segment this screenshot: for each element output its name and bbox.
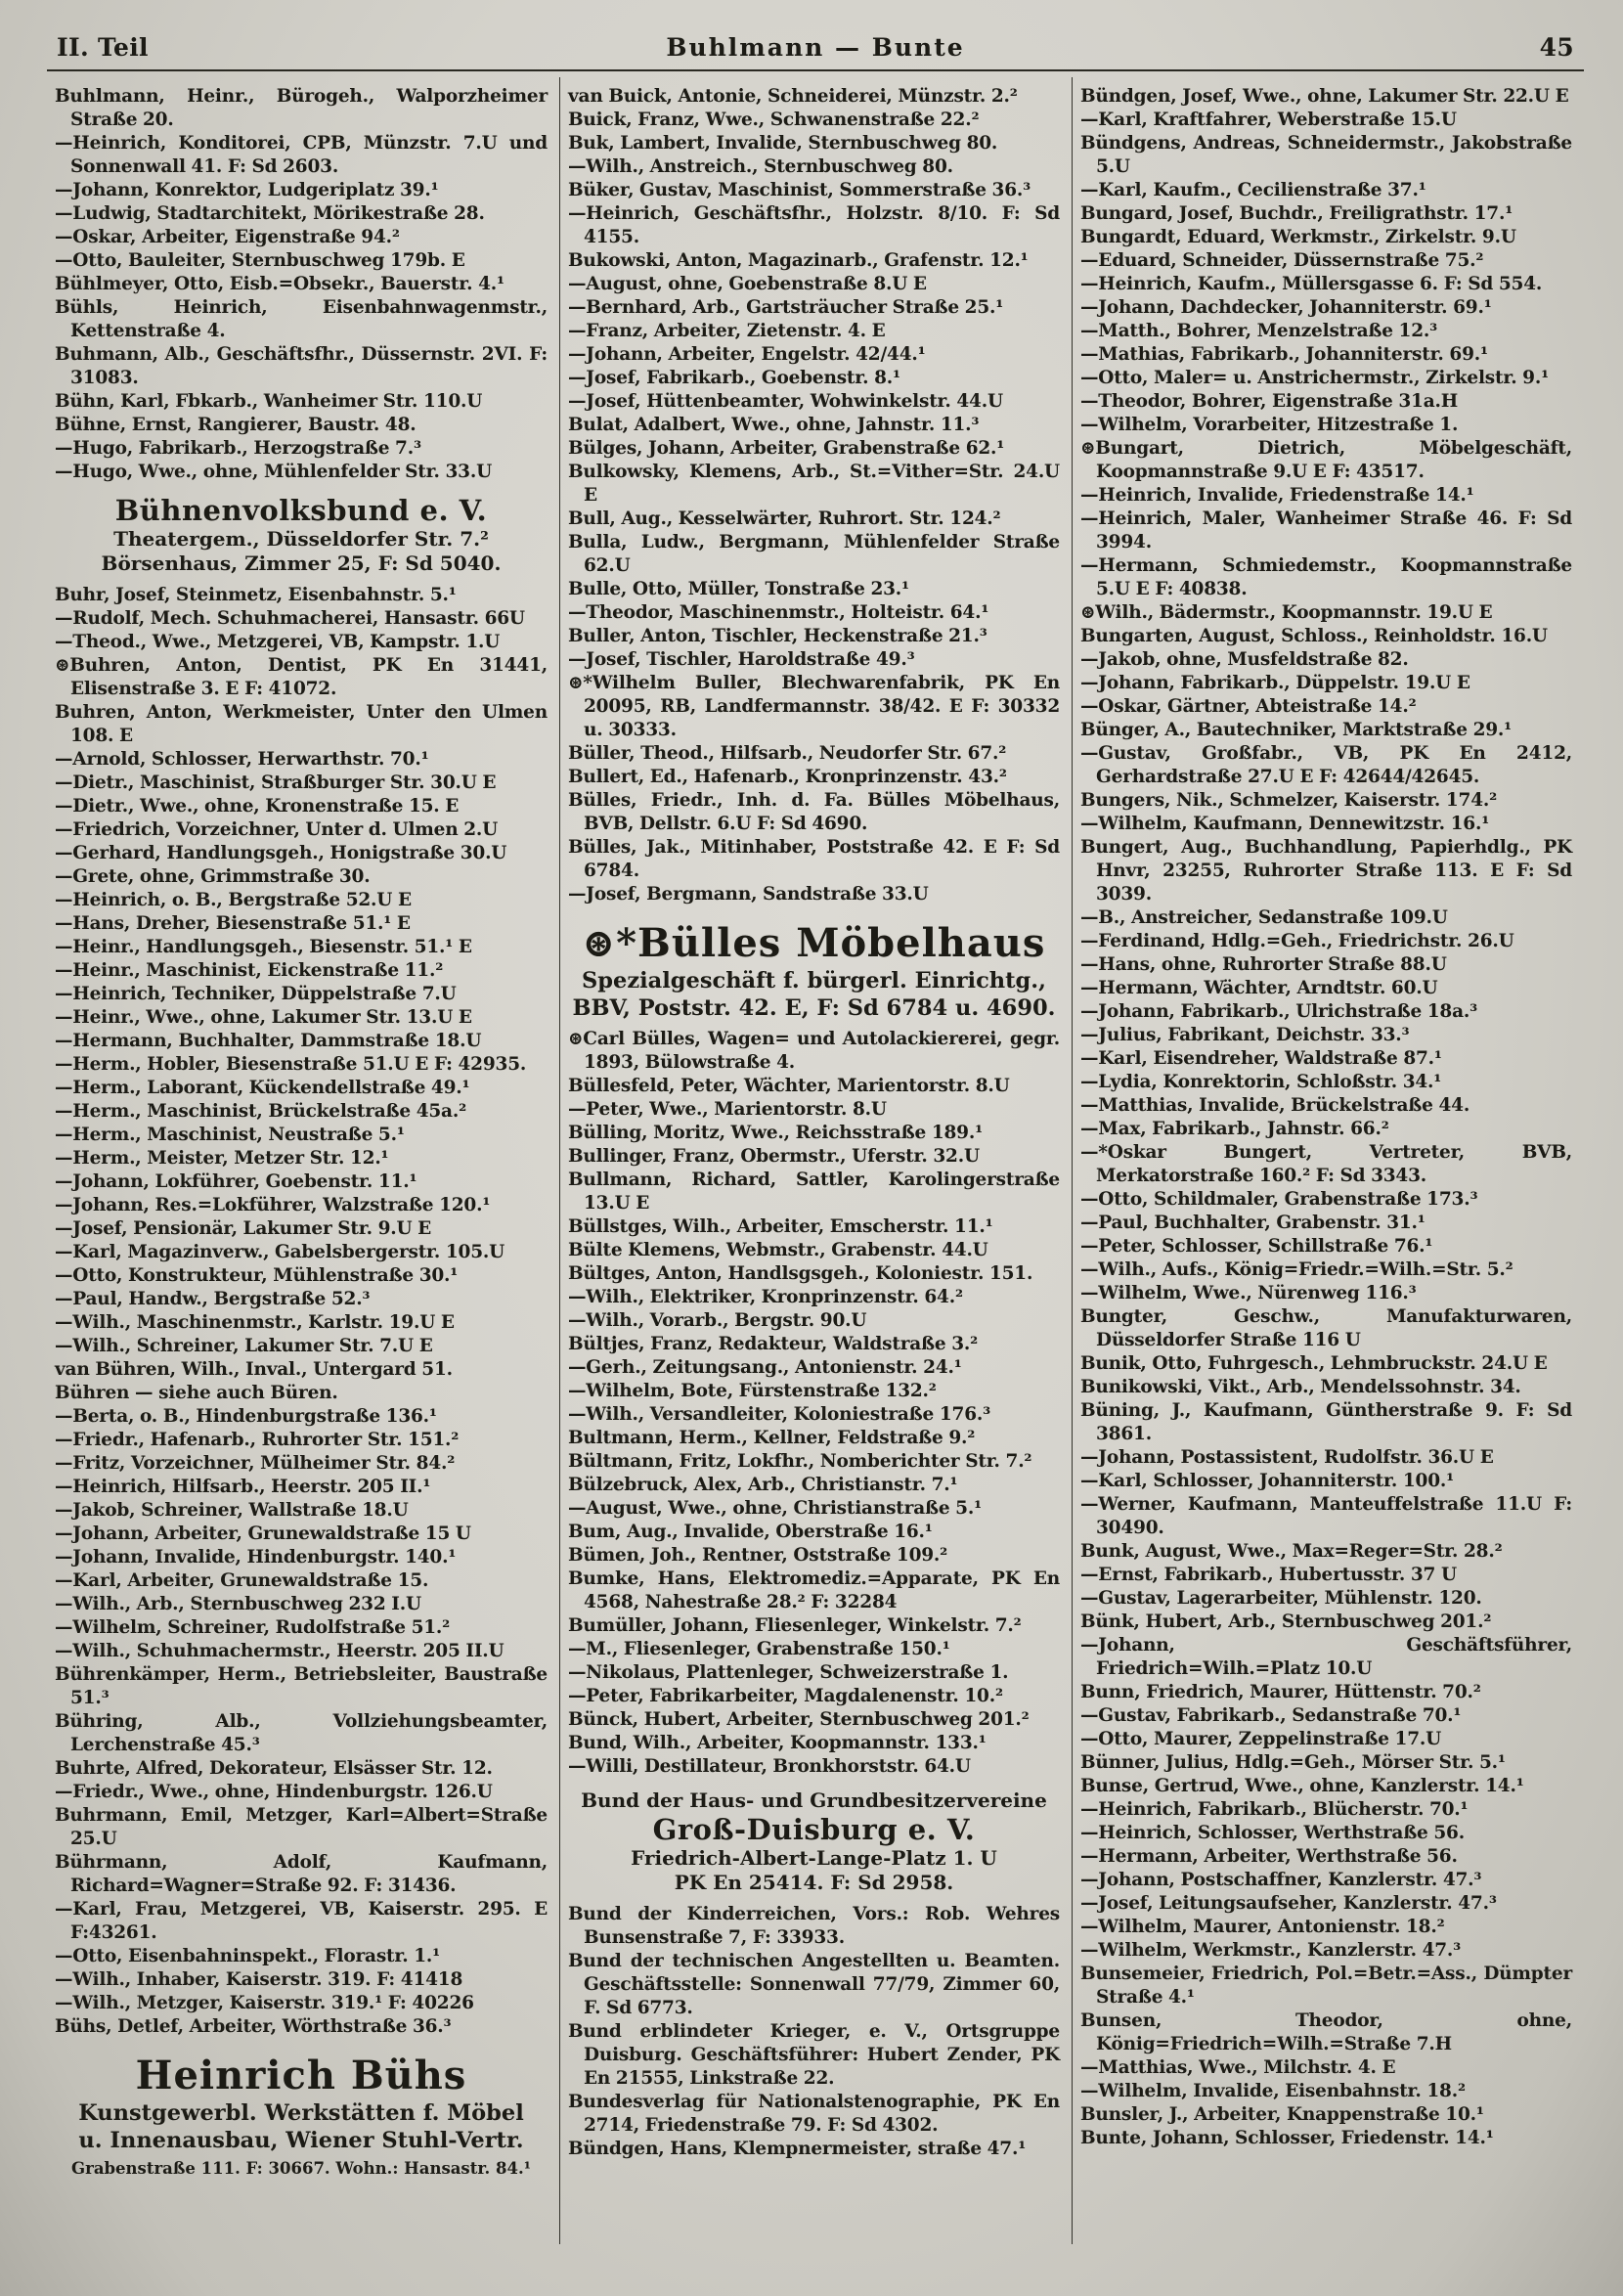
directory-entry: Bungard, Josef, Buchdr., Freiligrathstr. 17.¹ bbox=[1080, 203, 1513, 224]
heading-line: Kunstgewerbl. Werkstätten f. Möbel bbox=[78, 2100, 524, 2126]
directory-entry: —Gustav, Fabrikarb., Sedanstraße 70.¹ bbox=[1080, 1705, 1462, 1726]
heading-line: PK En 25414. F: Sd 2958. bbox=[674, 1871, 954, 1894]
directory-entry: —Wilhelm, Vorarbeiter, Hitzestraße 1. bbox=[1080, 415, 1459, 435]
directory-entry: Buhlmann, Heinr., Bürogeh., Walporzheimer Straße 20. bbox=[55, 86, 548, 130]
directory-entry: Buick, Franz, Wwe., Schwanenstraße 22.² bbox=[568, 110, 980, 130]
directory-entry: Bull, Aug., Kesselwärter, Ruhrort. Str. 124.² bbox=[568, 508, 1001, 529]
directory-entry: —Berta, o. B., Hindenburgstraße 136.¹ bbox=[55, 1406, 437, 1427]
directory-entry: Bungardt, Eduard, Werkmstr., Zirkelstr. 9.U bbox=[1080, 227, 1516, 247]
directory-entry: —Peter, Wwe., Marientorstr. 8.U bbox=[568, 1099, 887, 1120]
directory-entry: —Karl, Kraftfahrer, Weberstraße 15.U bbox=[1080, 110, 1457, 130]
directory-entry: —Gustav, Großfabr., VB, PK En 2412, Gerhardstraße 27.U E F: 42644/42645. bbox=[1080, 743, 1572, 787]
directory-entry: —Oskar, Arbeiter, Eigenstraße 94.² bbox=[55, 227, 400, 247]
heading-line: BBV, Poststr. 42. E, F: Sd 6784 u. 4690. bbox=[572, 995, 1056, 1021]
directory-entry: —Mathias, Fabrikarb., Johanniterstr. 69.¹ bbox=[1080, 344, 1488, 365]
directory-entry: Bultmann, Herm., Kellner, Feldstraße 9.² bbox=[568, 1428, 976, 1448]
directory-entry: —Johann, Arbeiter, Grunewaldstraße 15 U bbox=[55, 1523, 471, 1544]
section-heading bbox=[568, 1788, 1060, 1895]
directory-entry: —Paul, Buchhalter, Grabenstr. 31.¹ bbox=[1080, 1213, 1426, 1233]
directory-entry: Bullmann, Richard, Sattler, Karolingerstraße 13.U E bbox=[568, 1170, 1060, 1214]
heading-line: Heinrich Bühs bbox=[135, 2053, 467, 2098]
directory-entry: Bund der Kinderreichen, Vors.: Rob. Wehres Bunsenstraße 7, F: 33933. bbox=[568, 1904, 1060, 1948]
directory-entry: —Hans, Dreher, Biesenstraße 51.¹ E bbox=[55, 913, 411, 934]
directory-entry: —Wilhelm, Kaufmann, Dennewitzstr. 16.¹ bbox=[1080, 814, 1490, 834]
directory-entry: —Dietr., Wwe., ohne, Kronenstraße 15. E bbox=[55, 796, 460, 817]
directory-entry: —Wilh., Inhaber, Kaiserstr. 319. F: 41418 bbox=[55, 1969, 463, 1990]
directory-entry: ⊛Wilh., Bädermstr., Koopmannstr. 19.U E bbox=[1080, 602, 1493, 623]
directory-entry: —Heinrich, Hilfsarb., Heerstr. 205 II.¹ bbox=[55, 1477, 431, 1497]
page-header bbox=[47, 33, 1584, 71]
directory-entry: —Rudolf, Mech. Schuhmacherei, Hansastr. 66U bbox=[55, 608, 525, 629]
directory-entry: Buller, Anton, Tischler, Heckenstraße 21.³ bbox=[568, 626, 987, 646]
directory-entry: Buhr, Josef, Steinmetz, Eisenbahnstr. 5.¹ bbox=[55, 585, 457, 605]
directory-entry: Bund, Wilh., Arbeiter, Koopmannstr. 133.¹ bbox=[568, 1733, 987, 1753]
directory-entry: —Julius, Fabrikant, Deichstr. 33.³ bbox=[1080, 1025, 1410, 1045]
directory-entry: Bunk, August, Wwe., Max=Reger=Str. 28.² bbox=[1080, 1541, 1503, 1562]
directory-entry: —Wilh., Schreiner, Lakumer Str. 7.U E bbox=[55, 1336, 433, 1356]
directory-entry: Bungter, Geschw., Manufakturwaren, Düsseldorfer Straße 116 U bbox=[1080, 1306, 1572, 1350]
directory-entry: —Grete, ohne, Grimmstraße 30. bbox=[55, 866, 371, 887]
directory-entry: —B., Anstreicher, Sedanstraße 109.U bbox=[1080, 907, 1448, 928]
directory-entry: —Wilh., Schuhmachermstr., Heerstr. 205 II.U bbox=[55, 1641, 504, 1661]
directory-entry: Bülges, Johann, Arbeiter, Grabenstraße 62.¹ bbox=[568, 438, 1005, 459]
directory-entry: Büning, J., Kaufmann, Güntherstraße 9. F: Sd 3861. bbox=[1080, 1400, 1572, 1444]
directory-entry: Buhmann, Alb., Geschäftsfhr., Düssernstr. 2VI. F: 31083. bbox=[55, 344, 548, 388]
directory-entry: —Otto, Maurer, Zeppelinstraße 17.U bbox=[1080, 1729, 1442, 1749]
directory-entry: —Heinrich, Fabrikarb., Blücherstr. 70.¹ bbox=[1080, 1799, 1469, 1820]
directory-entry: —Otto, Schildmaler, Grabenstraße 173.³ bbox=[1080, 1189, 1478, 1210]
directory-entry: Büller, Theod., Hilfsarb., Neudorfer Str. 67.² bbox=[568, 743, 1007, 764]
directory-entry: —Herm., Laborant, Kückendellstraße 49.¹ bbox=[55, 1078, 470, 1098]
directory-entry: —Heinr., Maschinist, Eickenstraße 11.² bbox=[55, 960, 444, 981]
directory-entry: —Arnold, Schlosser, Herwarthstr. 70.¹ bbox=[55, 749, 429, 770]
directory-entry: —Heinrich, Techniker, Düppelstraße 7.U bbox=[55, 984, 457, 1004]
directory-entry: —Josef, Pensionär, Lakumer Str. 9.U E bbox=[55, 1218, 432, 1239]
directory-entry: Bundesverlag für Nationalstenographie, PK En 2714, Friedenstraße 79. F: Sd 4302. bbox=[568, 2092, 1060, 2136]
directory-entry: —Jakob, Schreiner, Wallstraße 18.U bbox=[55, 1500, 409, 1521]
directory-entry: —Josef, Tischler, Haroldstraße 49.³ bbox=[568, 649, 915, 670]
directory-entry: Bund der technischen Angestellten u. Beamten. Geschäftsstelle: Sonnenwall 77/79, Zimmer 60, F. Sd 6773. bbox=[568, 1951, 1060, 2018]
directory-entry: Bullert, Ed., Hafenarb., Kronprinzenstr. 43.² bbox=[568, 767, 1007, 787]
directory-entry: Bumüller, Johann, Fliesenleger, Winkelstr. 7.² bbox=[568, 1615, 1022, 1636]
directory-entry: —Hugo, Fabrikarb., Herzogstraße 7.³ bbox=[55, 438, 421, 459]
directory-entry: Bunikowski, Vikt., Arb., Mendelssohnstr. 34. bbox=[1080, 1377, 1521, 1397]
directory-entry: Bünck, Hubert, Arbeiter, Sternbuschweg 201.² bbox=[568, 1709, 1030, 1730]
directory-entry: Bühren — siehe auch Büren. bbox=[55, 1383, 338, 1403]
directory-entry: Büllesfeld, Peter, Wächter, Marientorstr. 8.U bbox=[568, 1076, 1010, 1096]
directory-entry: Bunse, Gertrud, Wwe., ohne, Kanzlerstr. 14.¹ bbox=[1080, 1776, 1524, 1796]
directory-entry: —Friedr., Hafenarb., Ruhrorter Str. 151.² bbox=[55, 1430, 460, 1450]
directory-entry: —Johann, Arbeiter, Engelstr. 42/44.¹ bbox=[568, 344, 926, 365]
column-1 bbox=[47, 77, 559, 2244]
directory-entry: —Gustav, Lagerarbeiter, Mühlenstr. 120. bbox=[1080, 1588, 1482, 1609]
directory-entry: van Buick, Antonie, Schneiderei, Münzstr. 2.² bbox=[568, 86, 1018, 107]
directory-entry: —Heinrich, Invalide, Friedenstraße 14.¹ bbox=[1080, 485, 1474, 506]
directory-entry: —Theod., Wwe., Metzgerei, VB, Kampstr. 1.U bbox=[55, 632, 501, 652]
directory-entry: —Peter, Schlosser, Schillstraße 76.¹ bbox=[1080, 1236, 1433, 1257]
directory-entry: —Johann, Postassistent, Rudolfstr. 36.U E bbox=[1080, 1447, 1494, 1468]
directory-entry: Bulle, Otto, Müller, Tonstraße 23.¹ bbox=[568, 579, 909, 599]
directory-entry: Bund erblindeter Krieger, e. V., Ortsgruppe Duisburg. Geschäftsführer: Hubert Zender, PK En 21555, Linkstraße 22. bbox=[568, 2021, 1060, 2089]
part-label: II. Teil bbox=[57, 33, 149, 62]
heading-line: Groß-Duisburg e. V. bbox=[652, 1813, 976, 1846]
heading-line: Friedrich-Albert-Lange-Platz 1. U bbox=[631, 1846, 997, 1870]
directory-entry: —Hermann, Arbeiter, Werthstraße 56. bbox=[1080, 1846, 1458, 1867]
directory-entry: Bum, Aug., Invalide, Oberstraße 16.¹ bbox=[568, 1522, 933, 1542]
directory-entry: —Ferdinand, Hdlg.=Geh., Friedrichstr. 26.U bbox=[1080, 931, 1514, 951]
directory-entry: —Nikolaus, Plattenleger, Schweizerstraße 1. bbox=[568, 1662, 1009, 1683]
directory-entry: Buhrte, Alfred, Dekorateur, Elsässer Str. 12. bbox=[55, 1758, 493, 1779]
directory-entry: —Heinrich, o. B., Bergstraße 52.U E bbox=[55, 890, 412, 910]
directory-entry: —Wilh., Arb., Sternbuschweg 232 I.U bbox=[55, 1594, 421, 1614]
directory-entry: —Wilhelm, Bote, Fürstenstraße 132.² bbox=[568, 1381, 937, 1401]
directory-entry: van Bühren, Wilh., Inval., Untergard 51. bbox=[55, 1359, 453, 1380]
directory-entry: —Heinrich, Schlosser, Werthstraße 56. bbox=[1080, 1823, 1465, 1843]
directory-entry: —Oskar, Gärtner, Abteistraße 14.² bbox=[1080, 696, 1417, 717]
directory-entry: Bunte, Johann, Schlosser, Friedenstr. 14.¹ bbox=[1080, 2128, 1494, 2148]
directory-entry: —Karl, Frau, Metzgerei, VB, Kaiserstr. 295. E F:43261. bbox=[55, 1899, 548, 1943]
directory-entry: Bunsen, Theodor, ohne, König=Friedrich=Wilh.=Straße 7.H bbox=[1080, 2010, 1572, 2054]
heading-line: u. Innenausbau, Wiener Stuhl-Vertr. bbox=[78, 2128, 524, 2153]
directory-entry: —Wilh., Metzger, Kaiserstr. 319.¹ F: 40226 bbox=[55, 1993, 474, 2013]
directory-entry: —August, ohne, Goebenstraße 8.U E bbox=[568, 274, 927, 294]
directory-entry: —Wilhelm, Wwe., Nürenweg 116.³ bbox=[1080, 1283, 1417, 1303]
advert-block bbox=[55, 2053, 548, 2180]
column-layout bbox=[47, 77, 1584, 2244]
column-2 bbox=[559, 77, 1072, 2244]
directory-entry: Bulat, Adalbert, Wwe., ohne, Jahnstr. 11.³ bbox=[568, 415, 980, 435]
directory-entry: —Josef, Fabrikarb., Goebenstr. 8.¹ bbox=[568, 368, 900, 388]
directory-entry: —Wilhelm, Invalide, Eisenbahnstr. 18.² bbox=[1080, 2081, 1466, 2101]
directory-entry: —Herm., Meister, Metzer Str. 12.¹ bbox=[55, 1148, 389, 1169]
directory-entry: —Wilhelm, Maurer, Antonienstr. 18.² bbox=[1080, 1917, 1445, 1937]
directory-entry: Bungert, Aug., Buchhandlung, Papierhdlg., PK Hnvr, 23255, Ruhrorter Straße 113. E F: Sd 3039. bbox=[1080, 837, 1572, 905]
directory-entry: —Wilh., Aufs., König=Friedr.=Wilh.=Str. 5.² bbox=[1080, 1259, 1513, 1280]
directory-entry: —Dietr., Maschinist, Straßburger Str. 30.U E bbox=[55, 773, 497, 793]
directory-entry: —Karl, Magazinverw., Gabelsbergerstr. 105.U bbox=[55, 1242, 505, 1262]
directory-entry: Bumke, Hans, Elektromediz.=Apparate, PK En 4568, Nahestraße 28.² F: 32284 bbox=[568, 1568, 1060, 1612]
directory-entry: —Wilhelm, Werkmstr., Kanzlerstr. 47.³ bbox=[1080, 1940, 1462, 1961]
directory-entry: —Johann, Res.=Lokführer, Walzstraße 120.¹ bbox=[55, 1195, 491, 1215]
heading-line: Theatergem., Düsseldorfer Str. 7.² bbox=[113, 527, 489, 551]
directory-entry: —Otto, Bauleiter, Sternbuschweg 179b. E bbox=[55, 250, 465, 271]
directory-entry: Bühne, Ernst, Rangierer, Baustr. 48. bbox=[55, 415, 417, 435]
directory-entry: Bülles, Jak., Mitinhaber, Poststraße 42. E F: Sd 6784. bbox=[568, 837, 1060, 881]
section-heading bbox=[55, 494, 548, 576]
column-3 bbox=[1072, 77, 1584, 2244]
directory-entry: Bülles, Friedr., Inh. d. Fa. Bülles Möbelhaus, BVB, Dellstr. 6.U F: Sd 4690. bbox=[568, 790, 1060, 834]
directory-entry: —Theodor, Maschinenmstr., Holteistr. 64.¹ bbox=[568, 602, 989, 623]
directory-entry: —Otto, Maler= u. Anstrichermstr., Zirkelstr. 9.¹ bbox=[1080, 368, 1549, 388]
directory-entry: —Heinrich, Maler, Wanheimer Straße 46. F: Sd 3994. bbox=[1080, 508, 1572, 552]
directory-entry: Bühlmeyer, Otto, Eisb.=Obsekr., Bauerstr. 4.¹ bbox=[55, 274, 504, 294]
directory-entry: —Wilhelm, Schreiner, Rudolfstraße 51.² bbox=[55, 1617, 451, 1638]
directory-entry: —Johann, Geschäftsführer, Friedrich=Wilh.=Platz 10.U bbox=[1080, 1635, 1572, 1679]
directory-entry: —Hermann, Buchhalter, Dammstraße 18.U bbox=[55, 1031, 482, 1051]
directory-entry: Bühls, Heinrich, Eisenbahnwagenmstr., Kettenstraße 4. bbox=[55, 297, 548, 341]
heading-line: Grabenstraße 111. F: 30667. Wohn.: Hansastr. 84.¹ bbox=[71, 2159, 531, 2178]
directory-entry: —Ernst, Fabrikarb., Hubertusstr. 37 U bbox=[1080, 1565, 1457, 1585]
directory-entry: —Bernhard, Arb., Gartsträucher Straße 25.¹ bbox=[568, 297, 1004, 318]
directory-entry: —Franz, Arbeiter, Zietenstr. 4. E bbox=[568, 321, 886, 341]
directory-entry: —Hermann, Schmiedemstr., Koopmannstraße 5.U E F: 40838. bbox=[1080, 555, 1572, 599]
directory-entry: —M., Fliesenleger, Grabenstraße 150.¹ bbox=[568, 1639, 950, 1659]
directory-entry: —*Oskar Bungert, Vertreter, BVB, Merkatorstraße 160.² F: Sd 3343. bbox=[1080, 1142, 1572, 1186]
directory-entry: Bührenkämper, Herm., Betriebsleiter, Baustraße 51.³ bbox=[55, 1664, 548, 1708]
directory-entry: —Johann, Fabrikarb., Ulrichstraße 18a.³ bbox=[1080, 1001, 1478, 1022]
heading-line: Bühnenvolksbund e. V. bbox=[114, 494, 488, 527]
directory-entry: ⊛Carl Bülles, Wagen= und Autolackiererei, gegr. 1893, Bülowstraße 4. bbox=[568, 1029, 1060, 1073]
directory-entry: —Karl, Eisendreher, Waldstraße 87.¹ bbox=[1080, 1048, 1442, 1069]
directory-entry: —Paul, Handw., Bergstraße 52.³ bbox=[55, 1289, 371, 1309]
directory-entry: Bühn, Karl, Fbkarb., Wanheimer Str. 110.U bbox=[55, 391, 483, 412]
directory-entry: —Gerh., Zeitungsang., Antonienstr. 24.¹ bbox=[568, 1357, 962, 1378]
directory-entry: —Willi, Destillateur, Bronkhorststr. 64.U bbox=[568, 1756, 971, 1777]
directory-entry: —Josef, Bergmann, Sandstraße 33.U bbox=[568, 884, 929, 905]
directory-entry: Bülzebruck, Alex, Arb., Christianstr. 7.¹ bbox=[568, 1475, 958, 1495]
advert-block bbox=[568, 920, 1060, 1022]
directory-entry: —Heinrich, Konditorei, CPB, Münzstr. 7.U und Sonnenwall 41. F: Sd 2603. bbox=[55, 133, 548, 177]
directory-entry: —Josef, Hüttenbeamter, Wohwinkelstr. 44.U bbox=[568, 391, 1003, 412]
directory-entry: —Wilh., Maschinenmstr., Karlstr. 19.U E bbox=[55, 1312, 455, 1333]
directory-entry: Bümen, Joh., Rentner, Oststraße 109.² bbox=[568, 1545, 948, 1566]
directory-entry: —Johann, Invalide, Hindenburgstr. 140.¹ bbox=[55, 1547, 457, 1567]
directory-entry: —Fritz, Vorzeichner, Mülheimer Str. 84.² bbox=[55, 1453, 456, 1474]
directory-entry: Bültges, Anton, Handlsgsgeh., Koloniestr. 151. bbox=[568, 1263, 1033, 1284]
directory-entry: Bültjes, Franz, Redakteur, Waldstraße 3.² bbox=[568, 1334, 979, 1354]
directory-entry: Bührmann, Adolf, Kaufmann, Richard=Wagner=Straße 92. F: 31436. bbox=[55, 1852, 548, 1896]
directory-entry: —Max, Fabrikarb., Jahnstr. 66.² bbox=[1080, 1119, 1389, 1139]
directory-entry: —Peter, Fabrikarbeiter, Magdalenenstr. 10.² bbox=[568, 1686, 1003, 1706]
directory-entry: Büker, Gustav, Maschinist, Sommerstraße 36.³ bbox=[568, 180, 1031, 200]
heading-line: Börsenhaus, Zimmer 25, F: Sd 5040. bbox=[101, 552, 502, 575]
directory-entry: Bunsler, J., Arbeiter, Knappenstraße 10.¹ bbox=[1080, 2104, 1484, 2125]
directory-entry: —Matth., Bohrer, Menzelstraße 12.³ bbox=[1080, 321, 1438, 341]
directory-entry: —Wilh., Versandleiter, Koloniestraße 176.³ bbox=[568, 1404, 991, 1425]
directory-entry: Buhren, Anton, Werkmeister, Unter den Ulmen 108. E bbox=[55, 702, 548, 746]
directory-entry: —Heinrich, Kaufm., Müllersgasse 6. F: Sd 554. bbox=[1080, 274, 1543, 294]
directory-entry: —Otto, Konstrukteur, Mühlenstraße 30.¹ bbox=[55, 1265, 459, 1286]
directory-entry: Bünger, A., Bautechniker, Marktstraße 29.¹ bbox=[1080, 720, 1513, 740]
directory-entry: Bündgens, Andreas, Schneidermstr., Jakobstraße 5.U bbox=[1080, 133, 1572, 177]
directory-entry: Bülling, Moritz, Wwe., Reichsstraße 189.¹ bbox=[568, 1123, 983, 1143]
directory-entry: —Hans, ohne, Ruhrorter Straße 88.U bbox=[1080, 954, 1447, 975]
heading-line: Bund der Haus- und Grundbesitzervereine bbox=[581, 1788, 1047, 1812]
directory-entry: Bungers, Nik., Schmelzer, Kaiserstr. 174.² bbox=[1080, 790, 1498, 811]
directory-entry: —Heinr., Wwe., ohne, Lakumer Str. 13.U E bbox=[55, 1007, 472, 1028]
directory-entry: Buhrmann, Emil, Metzger, Karl=Albert=Straße 25.U bbox=[55, 1805, 548, 1849]
heading-line: Spezialgeschäft f. bürgerl. Einrichtg., bbox=[582, 968, 1046, 993]
directory-entry: —Heinr., Handlungsgeh., Biesenstr. 51.¹ E bbox=[55, 937, 472, 957]
directory-entry: —Matthias, Invalide, Brückelstraße 44. bbox=[1080, 1095, 1470, 1116]
directory-entry: Bulkowsky, Klemens, Arb., St.=Vither=Str. 24.U E bbox=[568, 462, 1060, 506]
directory-entry: —Johann, Postschaffner, Kanzlerstr. 47.³ bbox=[1080, 1870, 1482, 1890]
directory-entry: Bulla, Ludw., Bergmann, Mühlenfelder Straße 62.U bbox=[568, 532, 1060, 576]
directory-entry: —Lydia, Konrektorin, Schloßstr. 34.¹ bbox=[1080, 1072, 1442, 1092]
directory-entry: —Wilh., Elektriker, Kronprinzenstr. 64.² bbox=[568, 1287, 963, 1307]
directory-entry: Bültmann, Fritz, Lokfhr., Nomberichter Str. 7.² bbox=[568, 1451, 1032, 1472]
directory-entry: —Friedr., Wwe., ohne, Hindenburgstr. 126.U bbox=[55, 1782, 493, 1802]
directory-entry: Büllstges, Wilh., Arbeiter, Emscherstr. 11.¹ bbox=[568, 1216, 993, 1237]
directory-entry: —Herm., Hobler, Biesenstraße 51.U E F: 42935. bbox=[55, 1054, 527, 1075]
directory-entry: Bukowski, Anton, Magazinarb., Grafenstr. 12.¹ bbox=[568, 250, 1029, 271]
directory-entry: ⊛Bungart, Dietrich, Möbelgeschäft, Koopmannstraße 9.U E F: 43517. bbox=[1080, 438, 1572, 482]
directory-entry: —Wilh., Vorarb., Bergstr. 90.U bbox=[568, 1310, 867, 1331]
directory-entry: Bühring, Alb., Vollziehungsbeamter, Lerchenstraße 45.³ bbox=[55, 1711, 548, 1755]
directory-entry: —Jakob, ohne, Musfeldstraße 82. bbox=[1080, 649, 1409, 670]
directory-entry: ⊛*Wilhelm Buller, Blechwarenfabrik, PK En 20095, RB, Landfermannstr. 38/42. E F: 30332 u. 30333. bbox=[568, 673, 1060, 740]
directory-entry: Bünner, Julius, Hdlg.=Geh., Mörser Str. 5.¹ bbox=[1080, 1752, 1506, 1773]
directory-entry: Bunn, Friedrich, Maurer, Hüttenstr. 70.² bbox=[1080, 1682, 1481, 1702]
directory-entry: Bülte Klemens, Webmstr., Grabenstr. 44.U bbox=[568, 1240, 988, 1260]
directory-entry: —Ludwig, Stadtarchitekt, Mörikestraße 28. bbox=[55, 203, 485, 224]
directory-entry: —August, Wwe., ohne, Christianstraße 5.¹ bbox=[568, 1498, 982, 1519]
directory-entry: —Karl, Arbeiter, Grunewaldstraße 15. bbox=[55, 1570, 429, 1591]
page-title: Buhlmann — Bunte bbox=[666, 33, 965, 62]
page-number: 45 bbox=[1539, 33, 1574, 62]
heading-line: ⊛*Bülles Möbelhaus bbox=[582, 920, 1046, 966]
directory-entry: —Karl, Schlosser, Johanniterstr. 100.¹ bbox=[1080, 1471, 1455, 1491]
directory-entry: —Karl, Kaufm., Cecilienstraße 37.¹ bbox=[1080, 180, 1426, 200]
directory-entry: ⊛Buhren, Anton, Dentist, PK En 31441, Elisenstraße 3. E F: 41072. bbox=[55, 655, 548, 699]
directory-entry: —Werner, Kaufmann, Manteuffelstraße 11.U F: 30490. bbox=[1080, 1494, 1572, 1538]
directory-entry: Bullinger, Franz, Obermstr., Uferstr. 32.U bbox=[568, 1146, 980, 1167]
directory-entry: —Johann, Dachdecker, Johanniterstr. 69.¹ bbox=[1080, 297, 1492, 318]
directory-entry: —Johann, Konrektor, Ludgeriplatz 39.¹ bbox=[55, 180, 439, 200]
directory-entry: Bungarten, August, Schloss., Reinholdstr. 16.U bbox=[1080, 626, 1548, 646]
directory-entry: —Wilh., Anstreich., Sternbuschweg 80. bbox=[568, 156, 953, 177]
directory-entry: —Gerhard, Handlungsgeh., Honigstraße 30.U bbox=[55, 843, 507, 863]
directory-entry: —Johann, Fabrikarb., Düppelstr. 19.U E bbox=[1080, 673, 1470, 693]
directory-entry: —Hugo, Wwe., ohne, Mühlenfelder Str. 33.U bbox=[55, 462, 493, 482]
directory-entry: Buk, Lambert, Invalide, Sternbuschweg 80. bbox=[568, 133, 998, 154]
directory-entry: —Herm., Maschinist, Neustraße 5.¹ bbox=[55, 1125, 405, 1145]
directory-entry: —Otto, Eisenbahninspekt., Florastr. 1.¹ bbox=[55, 1946, 441, 1966]
directory-entry: —Herm., Maschinist, Brückelstraße 45a.² bbox=[55, 1101, 466, 1122]
directory-entry: —Heinrich, Geschäftsfhr., Holzstr. 8/10. F: Sd 4155. bbox=[568, 203, 1060, 247]
directory-entry: Bühs, Detlef, Arbeiter, Wörthstraße 36.³ bbox=[55, 2016, 452, 2037]
directory-entry: Bünk, Hubert, Arb., Sternbuschweg 201.² bbox=[1080, 1612, 1492, 1632]
directory-entry: Bündgen, Josef, Wwe., ohne, Lakumer Str. 22.U E bbox=[1080, 86, 1569, 107]
directory-entry: Bunsemeier, Friedrich, Pol.=Betr.=Ass., Dümpter Straße 4.¹ bbox=[1080, 1964, 1572, 2008]
directory-entry: —Johann, Lokführer, Goebenstr. 11.¹ bbox=[55, 1171, 417, 1192]
directory-entry: —Josef, Leitungsaufseher, Kanzlerstr. 47.³ bbox=[1080, 1893, 1497, 1914]
directory-entry: —Friedrich, Vorzeichner, Unter d. Ulmen 2.U bbox=[55, 819, 499, 840]
directory-entry: —Theodor, Bohrer, Eigenstraße 31a.H bbox=[1080, 391, 1459, 412]
directory-entry: —Matthias, Wwe., Milchstr. 4. E bbox=[1080, 2057, 1396, 2078]
directory-entry: Bunik, Otto, Fuhrgesch., Lehmbruckstr. 24.U E bbox=[1080, 1353, 1548, 1374]
directory-entry: —Eduard, Schneider, Düssernstraße 75.² bbox=[1080, 250, 1484, 271]
directory-entry: —Hermann, Wächter, Arndtstr. 60.U bbox=[1080, 978, 1438, 998]
directory-entry: Bündgen, Hans, Klempnermeister, straße 47.¹ bbox=[568, 2139, 1027, 2159]
